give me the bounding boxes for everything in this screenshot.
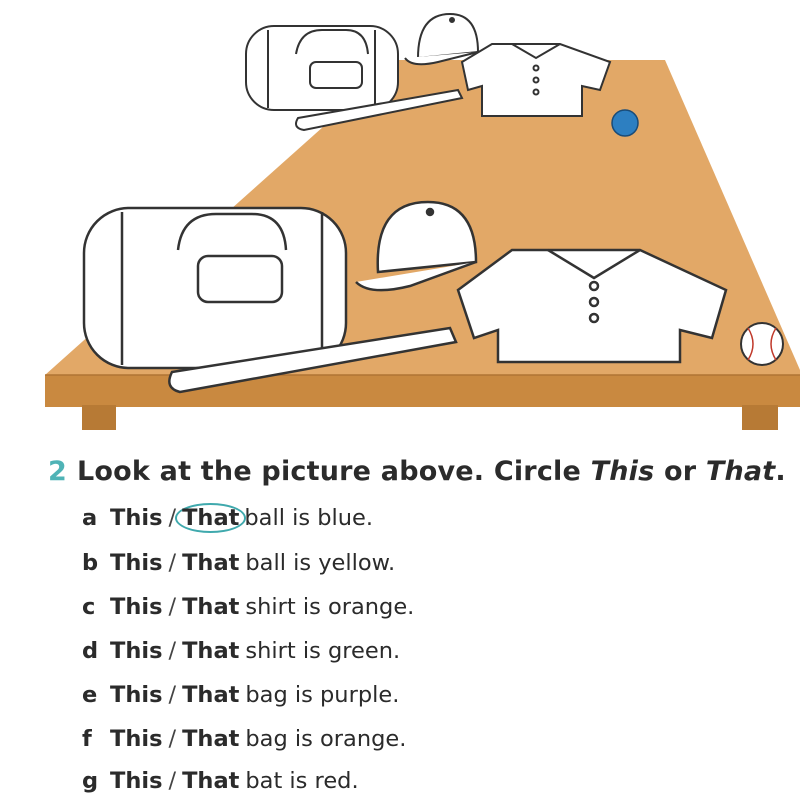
far-cap <box>405 14 478 64</box>
near-ball <box>741 323 783 365</box>
option-this[interactable]: This <box>110 550 163 576</box>
exercise-heading <box>48 456 786 487</box>
item-a <box>82 505 373 531</box>
exercise-number: 2 <box>48 456 67 487</box>
option-this[interactable]: This <box>110 768 163 794</box>
item-letter: f <box>82 726 92 752</box>
option-slash: / <box>168 594 177 620</box>
item-b <box>82 550 395 576</box>
instruction-or: or <box>654 456 706 487</box>
option-slash: / <box>168 768 177 794</box>
option-slash: / <box>168 682 177 708</box>
item-e <box>82 682 399 708</box>
option-that[interactable]: That <box>182 594 240 620</box>
instruction-option-that: That <box>705 456 776 487</box>
item-text: bat is red. <box>245 768 359 794</box>
item-text: bag is purple. <box>245 682 400 708</box>
item-letter: a <box>82 505 98 531</box>
item-f <box>82 726 406 752</box>
option-slash: / <box>168 505 177 531</box>
option-this[interactable]: This <box>110 638 163 664</box>
far-bag <box>246 26 398 110</box>
option-that[interactable]: That <box>182 682 240 708</box>
instruction-end: . <box>775 456 786 487</box>
option-that-circled[interactable]: That <box>175 503 246 533</box>
item-text: bag is orange. <box>245 726 407 752</box>
option-slash: / <box>168 726 177 752</box>
item-text: shirt is orange. <box>245 594 415 620</box>
item-c <box>82 594 414 620</box>
item-g <box>82 768 359 794</box>
item-letter: d <box>82 638 99 664</box>
option-this[interactable]: This <box>110 505 163 531</box>
option-slash: / <box>168 550 177 576</box>
instruction-start: Look at the picture above. Circle <box>77 456 591 487</box>
option-that[interactable]: That <box>182 768 240 794</box>
option-that[interactable]: That <box>182 550 240 576</box>
item-letter: c <box>82 594 96 620</box>
item-d <box>82 638 400 664</box>
option-slash: / <box>168 638 177 664</box>
option-this[interactable]: This <box>110 726 163 752</box>
item-text: shirt is green. <box>245 638 401 664</box>
option-that[interactable]: That <box>182 638 240 664</box>
item-text: ball is blue. <box>244 505 374 531</box>
option-that[interactable]: That <box>182 726 240 752</box>
far-ball-blue <box>612 110 638 136</box>
option-this[interactable]: This <box>110 682 163 708</box>
item-letter: e <box>82 682 98 708</box>
item-text: ball is yellow. <box>245 550 396 576</box>
item-letter: b <box>82 550 99 576</box>
near-bag <box>84 208 346 368</box>
instruction-option-this: This <box>590 456 655 487</box>
option-this[interactable]: This <box>110 594 163 620</box>
item-letter: g <box>82 768 99 794</box>
